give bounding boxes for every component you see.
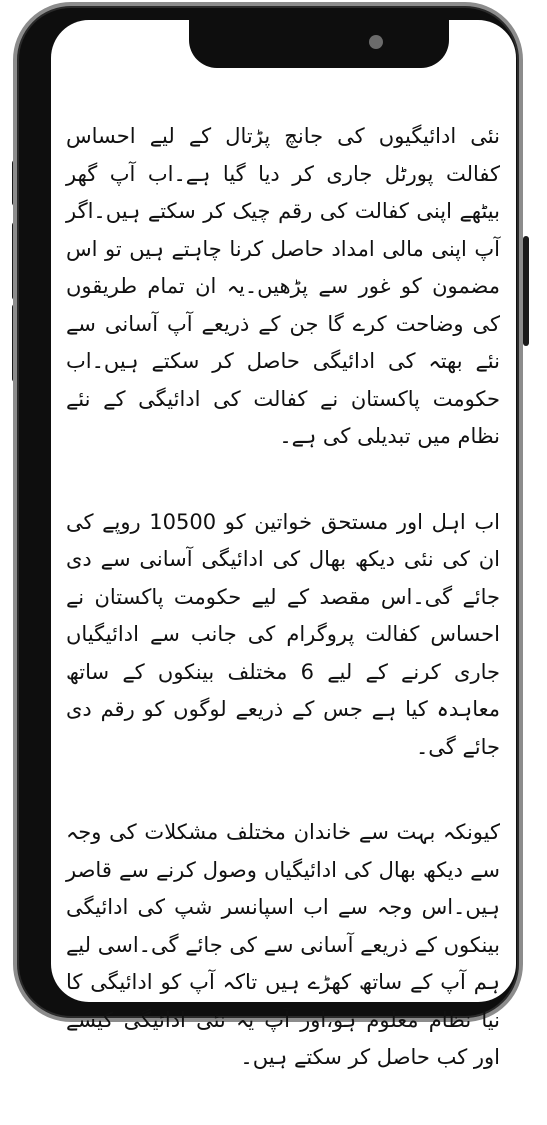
article-paragraph-3: کیونکہ بہت سے خاندان مختلف مشکلات کی وجہ سے دیکھ بھال کی ادائیگیاں وصول کرنے سے قاصر ہیں۔اس وجہ سے اب اسپانسر شپ کی ادائیگی بینکوں کے ذریعے آسانی سے کی جائے گی۔اسی لیے ہم آپ کے ساتھ کھڑے ہیں تاکہ آپ کو ادائیگی کا نیا نظام معلوم ہو،اور آپ یہ نئی ادائیگی کیسے اور کب حاصل کر سکتے ہیں۔ (66, 820, 500, 1069)
article-paragraph-1: نئی ادائیگیوں کی جانچ پڑتال کے لیے احساس کفالت پورٹل جاری کر دیا گیا ہے۔اب آپ گھر بیٹھے اپنی کفالت کی رقم چیک کر سکتے ہیں۔اگر آپ اپنی مالی امداد حاصل کرنا چاہتے ہیں تو اس مضمون کو غور سے پڑھیں۔یہ ان تمام طریقوں کی وضاحت کرے گا جن کے ذریعے آپ آسانی سے نئے بھتہ کی ادائیگی حاصل کر سکتے ہیں۔اب حکومت پاکستان نے کفالت کی ادائیگی کے نئے نظام میں تبدیلی کی ہے۔ (66, 124, 500, 448)
article-paragraph-2: اب اہل اور مستحق خواتین کو 10500 روپے کی ان کی نئی دیکھ بھال کی ادائیگی آسانی سے دی جائے گی۔اس مقصد کے لیے حکومت پاکستان نے احساس کفالت پروگرام کی جانب سے ادائیگیاں جاری کرنے کے لیے 6 مختلف بینکوں کے ساتھ معاہدہ کیا ہے جس کے ذریعے لوگوں کو رقم دی جائے گی۔ (66, 509, 500, 759)
article-body (66, 118, 500, 1125)
power-button (523, 236, 529, 346)
camera-icon (369, 35, 383, 49)
phone-notch (189, 20, 449, 68)
